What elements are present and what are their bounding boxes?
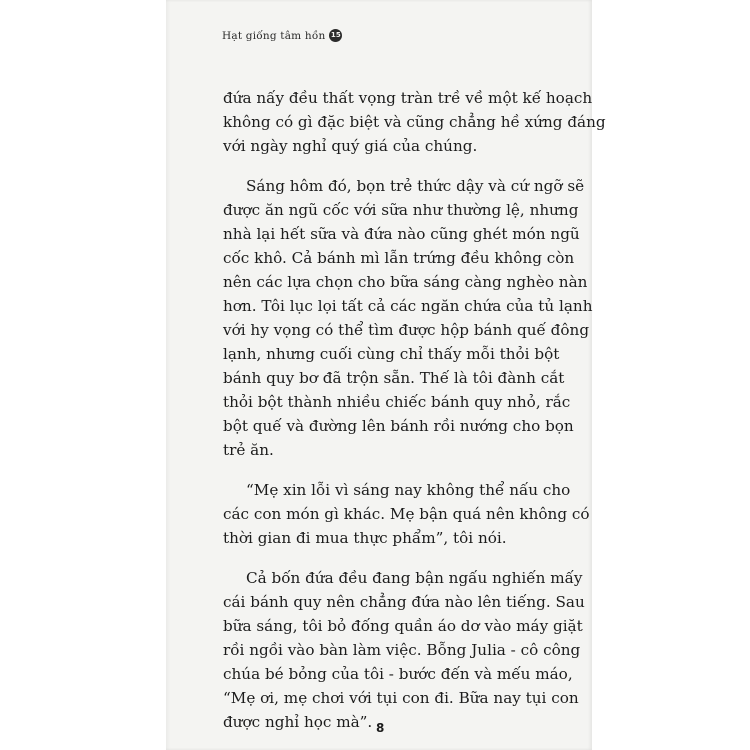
body-text bbox=[223, 86, 606, 750]
text-line: được ăn ngũ cốc với sữa như thường lệ, nhưng bbox=[223, 201, 579, 219]
text-line: Cả bốn đứa đều đang bận ngấu nghiến mấy bbox=[246, 569, 583, 587]
text-line: lạnh, nhưng cuối cùng chỉ thấy mỗi thỏi bột bbox=[223, 345, 560, 363]
text-line: với hy vọng có thể tìm được hộp bánh quế đông bbox=[223, 321, 590, 339]
text-line: với ngày nghỉ quý giá của chúng. bbox=[223, 137, 478, 155]
text-line: chúa bé bỏng của tôi - bước đến và mếu máo, bbox=[223, 665, 573, 683]
text-line: hơn. Tôi lục lọi tất cả các ngăn chứa của tủ lạnh bbox=[223, 297, 593, 315]
book-page bbox=[166, 0, 606, 750]
text-line: bữa sáng, tôi bỏ đống quần áo dơ vào máy giặt bbox=[223, 617, 583, 635]
text-line: các con món gì khác. Mẹ bận quá nên không có bbox=[223, 505, 590, 523]
paragraph bbox=[223, 174, 593, 462]
text-line: “Mẹ ơi, mẹ chơi với tụi con đi. Bữa nay tụi con bbox=[223, 689, 579, 707]
text-line: không có gì đặc biệt và cũng chẳng hề xứng đáng bbox=[223, 113, 606, 131]
paragraph bbox=[223, 86, 606, 158]
text-line: thỏi bột thành nhiều chiếc bánh quy nhỏ, rắc bbox=[223, 393, 571, 411]
text-line: cái bánh quy nên chẳng đứa nào lên tiếng. Sau bbox=[223, 593, 585, 611]
running-title: Hạt giống tâm hồn bbox=[222, 29, 326, 42]
series-number-badge: 15 bbox=[329, 29, 342, 42]
text-line: được nghỉ học mà”. bbox=[223, 713, 373, 731]
text-line: đứa nấy đều thất vọng tràn trề về một kế hoạch bbox=[223, 89, 593, 107]
text-line: bánh quy bơ đã trộn sẵn. Thế là tôi đành cắt bbox=[223, 369, 565, 387]
text-line: nhà lại hết sữa và đứa nào cũng ghét món ngũ bbox=[223, 225, 580, 243]
running-head bbox=[222, 29, 342, 42]
text-line: rồi ngồi vào bàn làm việc. Bỗng Julia - cô công bbox=[223, 641, 581, 659]
text-line: bột quế và đường lên bánh rồi nướng cho bọn bbox=[223, 417, 574, 435]
text-line: nên các lựa chọn cho bữa sáng càng nghèo nàn bbox=[223, 273, 588, 291]
text-line: cốc khô. Cả bánh mì lẫn trứng đều không còn bbox=[223, 249, 575, 267]
paragraph bbox=[223, 566, 585, 734]
text-line: “Mẹ xin lỗi vì sáng nay không thể nấu cho bbox=[246, 481, 571, 499]
text-line: Sáng hôm đó, bọn trẻ thức dậy và cứ ngỡ sẽ bbox=[246, 177, 585, 195]
page-number: 8 bbox=[376, 721, 385, 735]
text-line: thời gian đi mua thực phẩm”, tôi nói. bbox=[223, 529, 507, 547]
paragraph bbox=[223, 478, 590, 550]
text-line: trẻ ăn. bbox=[223, 441, 274, 459]
